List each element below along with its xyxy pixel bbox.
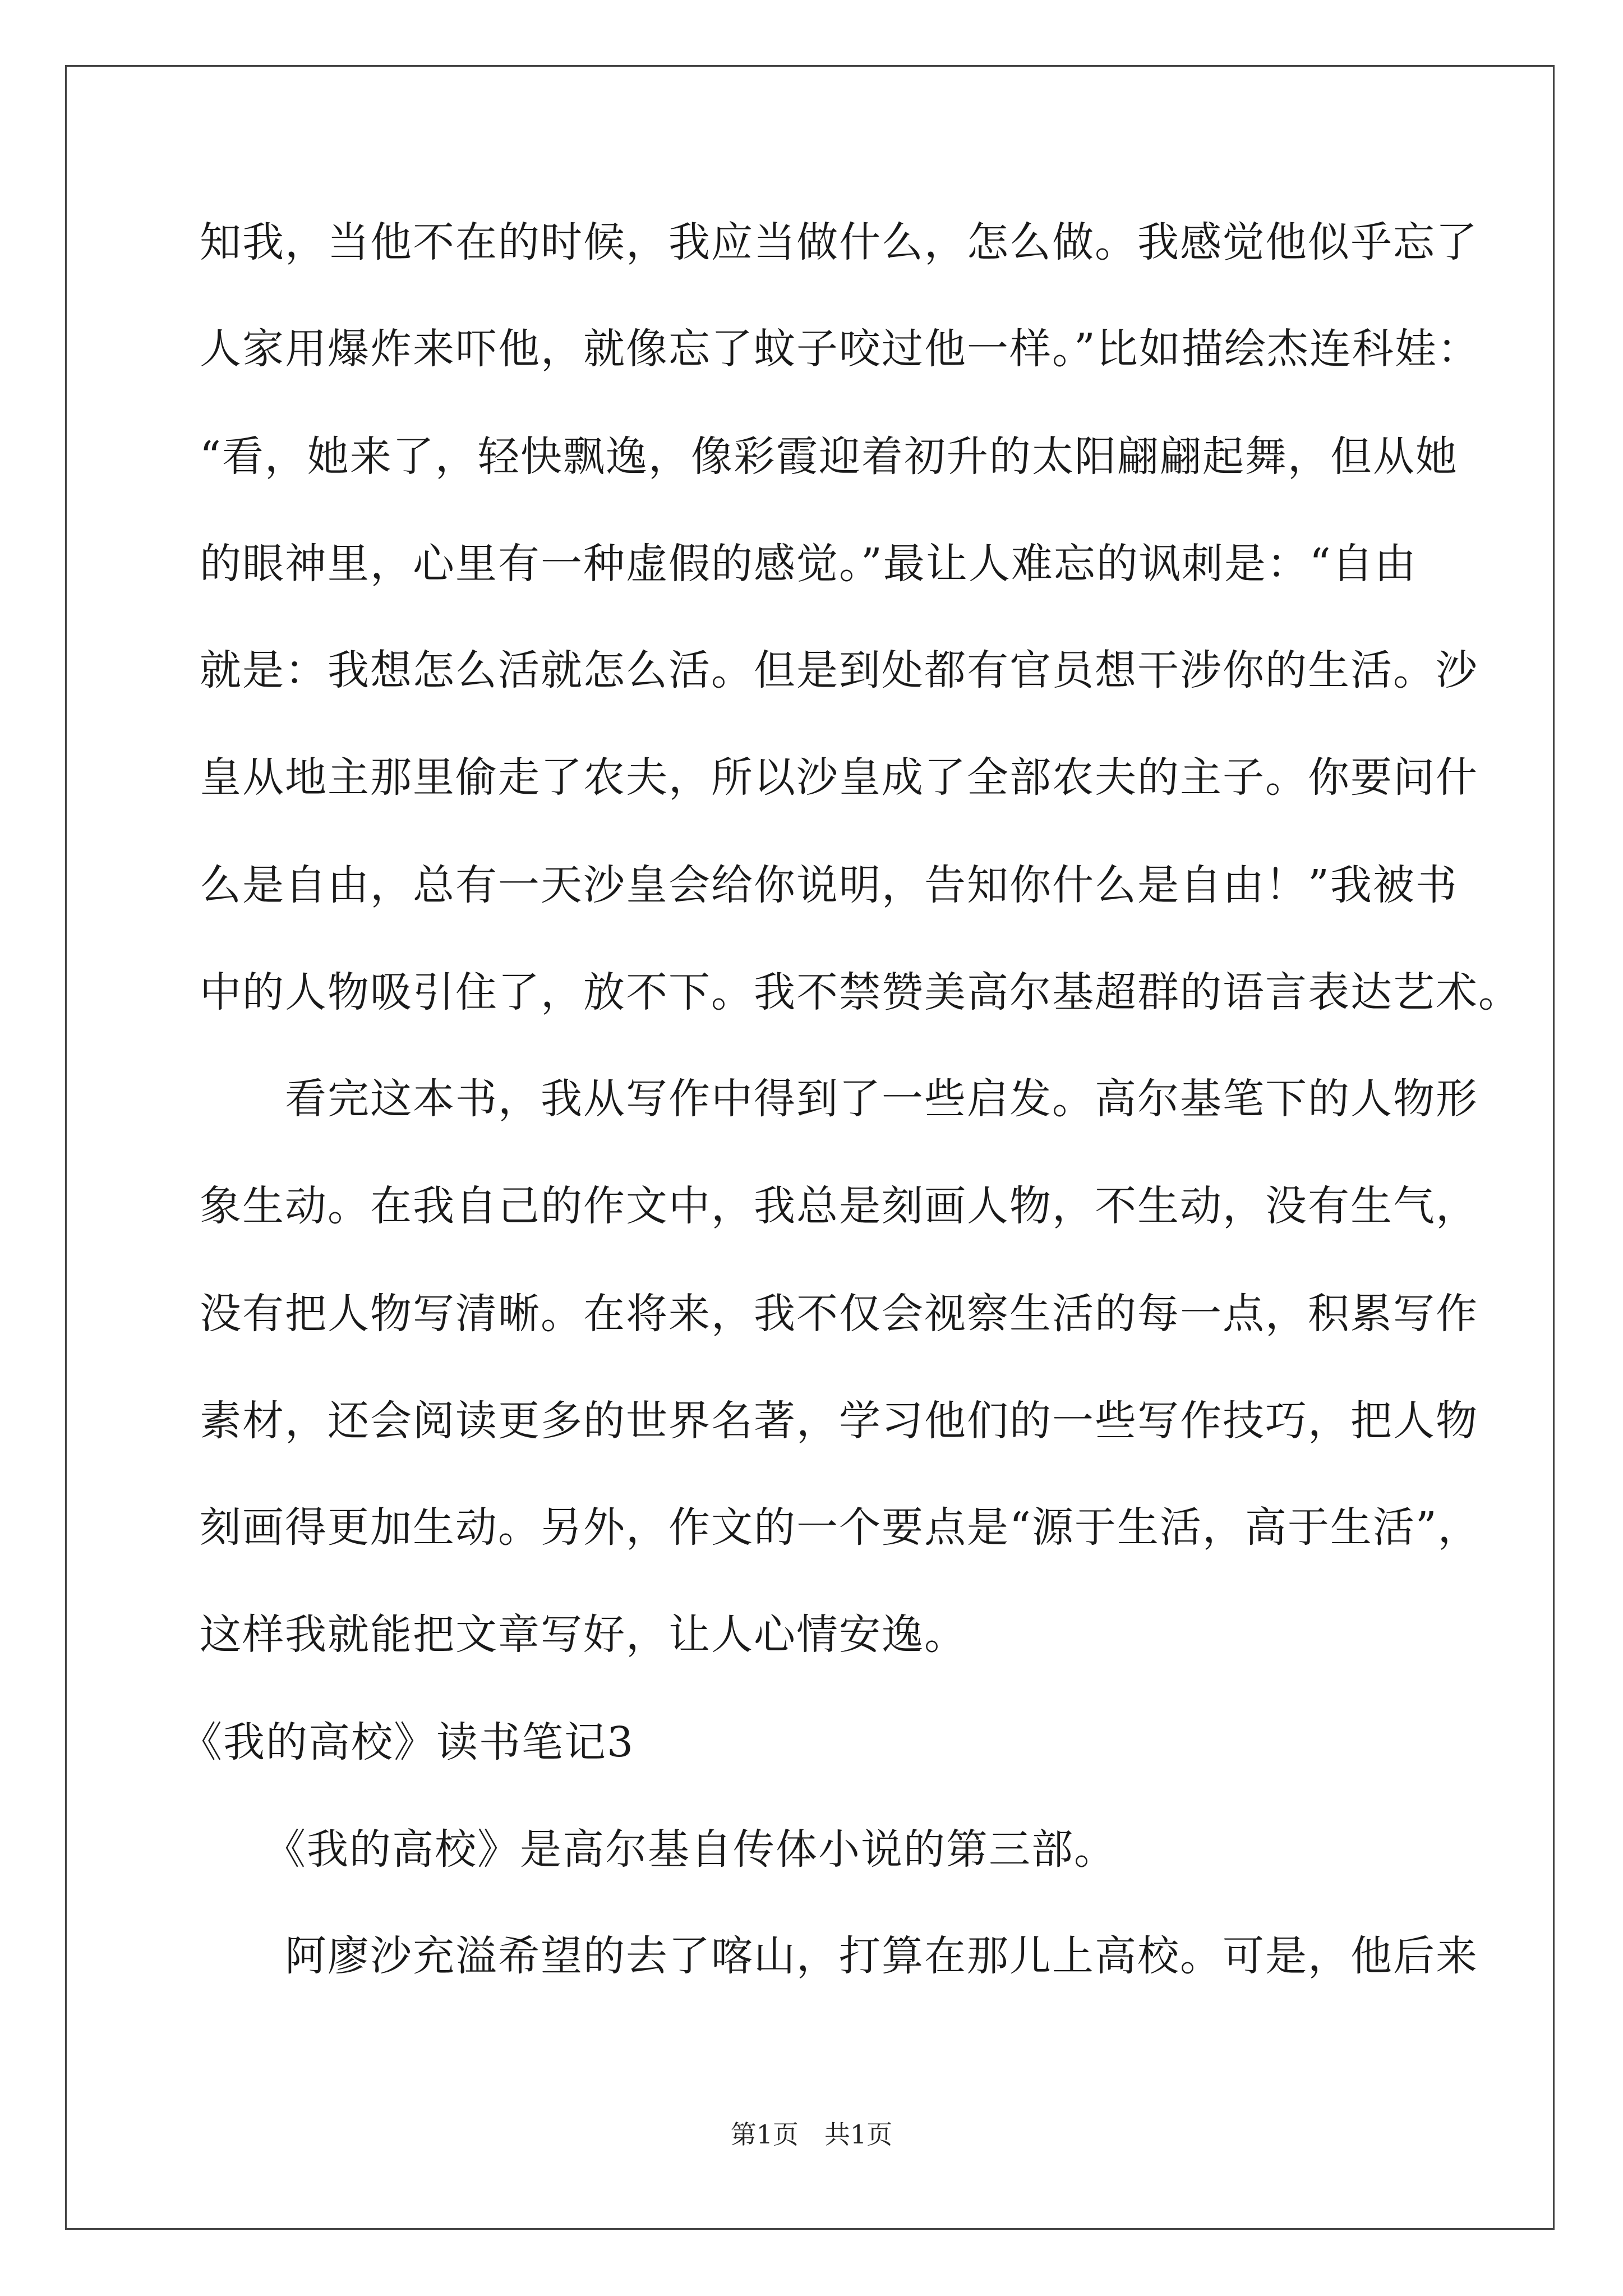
body-line-14: 这样我就能把文章写好，让人心情安逸。 [200, 1611, 967, 1659]
body-line-10: 象生动。在我自己的作文中，我总是刻画人物，不生动，没有生气， [200, 1182, 1478, 1230]
body-line-2: 人家用爆炸来吓他，就像忘了蚊子咬过他一样。”比如描绘杰连科娃： [200, 325, 1480, 373]
body-line-4: 的眼神里，心里有一种虚假的感觉。”最让人难忘的讽刺是：“自由 [200, 540, 1417, 588]
body-line-6: 皇从地主那里偷走了农夫，所以沙皇成了全部农夫的主子。你要问什 [200, 753, 1478, 802]
body-line-1: 知我，当他不在的时候，我应当做什么，怎么做。我感觉他似乎忘了 [200, 218, 1478, 266]
section-heading: 《我的高校》读书笔记3 [181, 1718, 635, 1766]
body-line-3: “看，她来了，轻快飘逸，像彩霞迎着初升的太阳翩翩起舞，但从她 [200, 432, 1458, 481]
body-line-11: 没有把人物写清晰。在将来，我不仅会视察生活的每一点，积累写作 [200, 1290, 1478, 1338]
body-line-16: 《我的高校》是高尔基自传体小说的第三部。 [200, 1825, 1117, 1874]
body-line-9: 看完这本书，我从写作中得到了一些启发。高尔基笔下的人物形 [200, 1075, 1478, 1123]
body-line-17: 阿廖沙充溢希望的去了喀山，打算在那儿上高校。可是，他后来 [200, 1932, 1478, 1980]
body-line-12: 素材，还会阅读更多的世界名著，学习他们的一些写作技巧，把人物 [200, 1397, 1478, 1445]
body-line-5: 就是：我想怎么活就怎么活。但是到处都有官员想干涉你的生活。沙 [200, 646, 1478, 694]
body-line-7: 么是自由，总有一天沙皇会给你说明，告知你什么是自由！”我被书 [200, 861, 1458, 909]
body-line-8: 中的人物吸引住了，放不下。我不禁赞美高尔基超群的语言表达艺术。 [200, 968, 1521, 1016]
body-line-13: 刻画得更加生动。另外，作文的一个要点是“源于生活，高于生活”， [200, 1503, 1481, 1552]
page-footer: 第1页 共1页 [730, 2119, 893, 2150]
page-border [65, 65, 1555, 2230]
